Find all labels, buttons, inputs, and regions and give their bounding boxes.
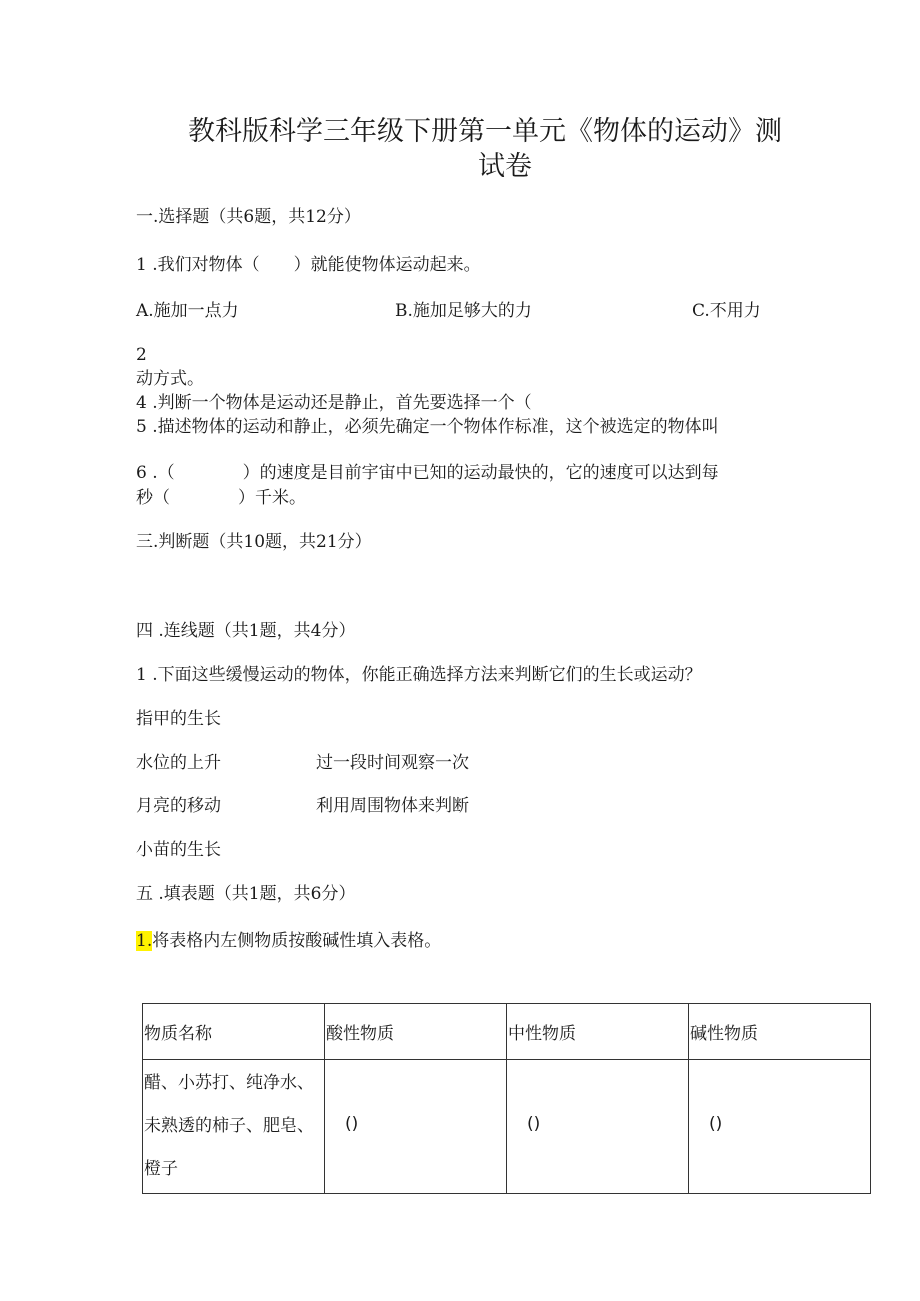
match-left-item: 指甲的生长 (136, 709, 221, 729)
match-left-item: 月亮的移动 (136, 796, 221, 816)
table-header-cell: 物质名称 (143, 1004, 325, 1060)
neutral-blank-cell[interactable]: () (507, 1060, 689, 1194)
section5-heading: 五 .填表题（共1题，共6分） (136, 884, 356, 904)
question-1-text: 1 .我们对物体（ ）就能使物体运动起来。 (136, 255, 481, 275)
alkaline-blank-cell[interactable]: () (689, 1060, 871, 1194)
fragment-2: 2 (136, 345, 147, 365)
section3-heading: 三.判断题（共10题，共21分） (136, 532, 372, 552)
match-right-item: 过一段时间观察一次 (316, 753, 469, 773)
section5-question-1 (136, 929, 441, 953)
table-header-cell: 中性物质 (507, 1004, 689, 1060)
option-c: C.不用力 (692, 301, 761, 321)
match-right-item: 利用周围物体来判断 (316, 796, 469, 816)
highlighted-question-number: 1. (136, 931, 153, 951)
table-header-cell: 碱性物质 (689, 1004, 871, 1060)
section4-question-1: 1 .下面这些缓慢运动的物体，你能正确选择方法来判断它们的生长或运动？ (136, 665, 702, 685)
question-6-line2: 秒（ ）千米。 (136, 488, 306, 508)
fragment-motion-method: 动方式。 (136, 369, 204, 389)
question-5-text: 5 .描述物体的运动和静止，必须先确定一个物体作标准，这个被选定的物体叫 (136, 417, 719, 437)
materials-cell: 醋、小苏打、纯净水、未熟透的柿子、肥皂、橙子 (143, 1060, 325, 1194)
option-b: B.施加足够大的力 (395, 301, 532, 321)
acidic-blank-cell[interactable]: () (325, 1060, 507, 1194)
section5-question-1-text: 将表格内左侧物质按酸碱性填入表格。 (152, 931, 442, 951)
question-6-line1: 6 .（ ）的速度是目前宇宙中已知的运动最快的，它的速度可以达到每 (136, 463, 719, 483)
option-a: A.施加一点力 (136, 301, 239, 321)
table-header-cell: 酸性物质 (325, 1004, 507, 1060)
match-left-item: 小苗的生长 (136, 840, 221, 860)
page-title-line2: 试卷 (478, 151, 532, 182)
question-4-text: 4 .判断一个物体是运动还是静止，首先要选择一个（ (136, 393, 532, 413)
section4-heading: 四 .连线题（共1题，共4分） (136, 621, 356, 641)
acid-base-table (142, 1003, 871, 1194)
page-title-line1: 教科版科学三年级下册第一单元《物体的运动》测 (188, 116, 782, 147)
section1-heading: 一.选择题（共6题，共12分） (136, 207, 361, 227)
table-header-row (143, 1004, 871, 1060)
table-row (143, 1060, 871, 1194)
match-left-item: 水位的上升 (136, 753, 221, 773)
